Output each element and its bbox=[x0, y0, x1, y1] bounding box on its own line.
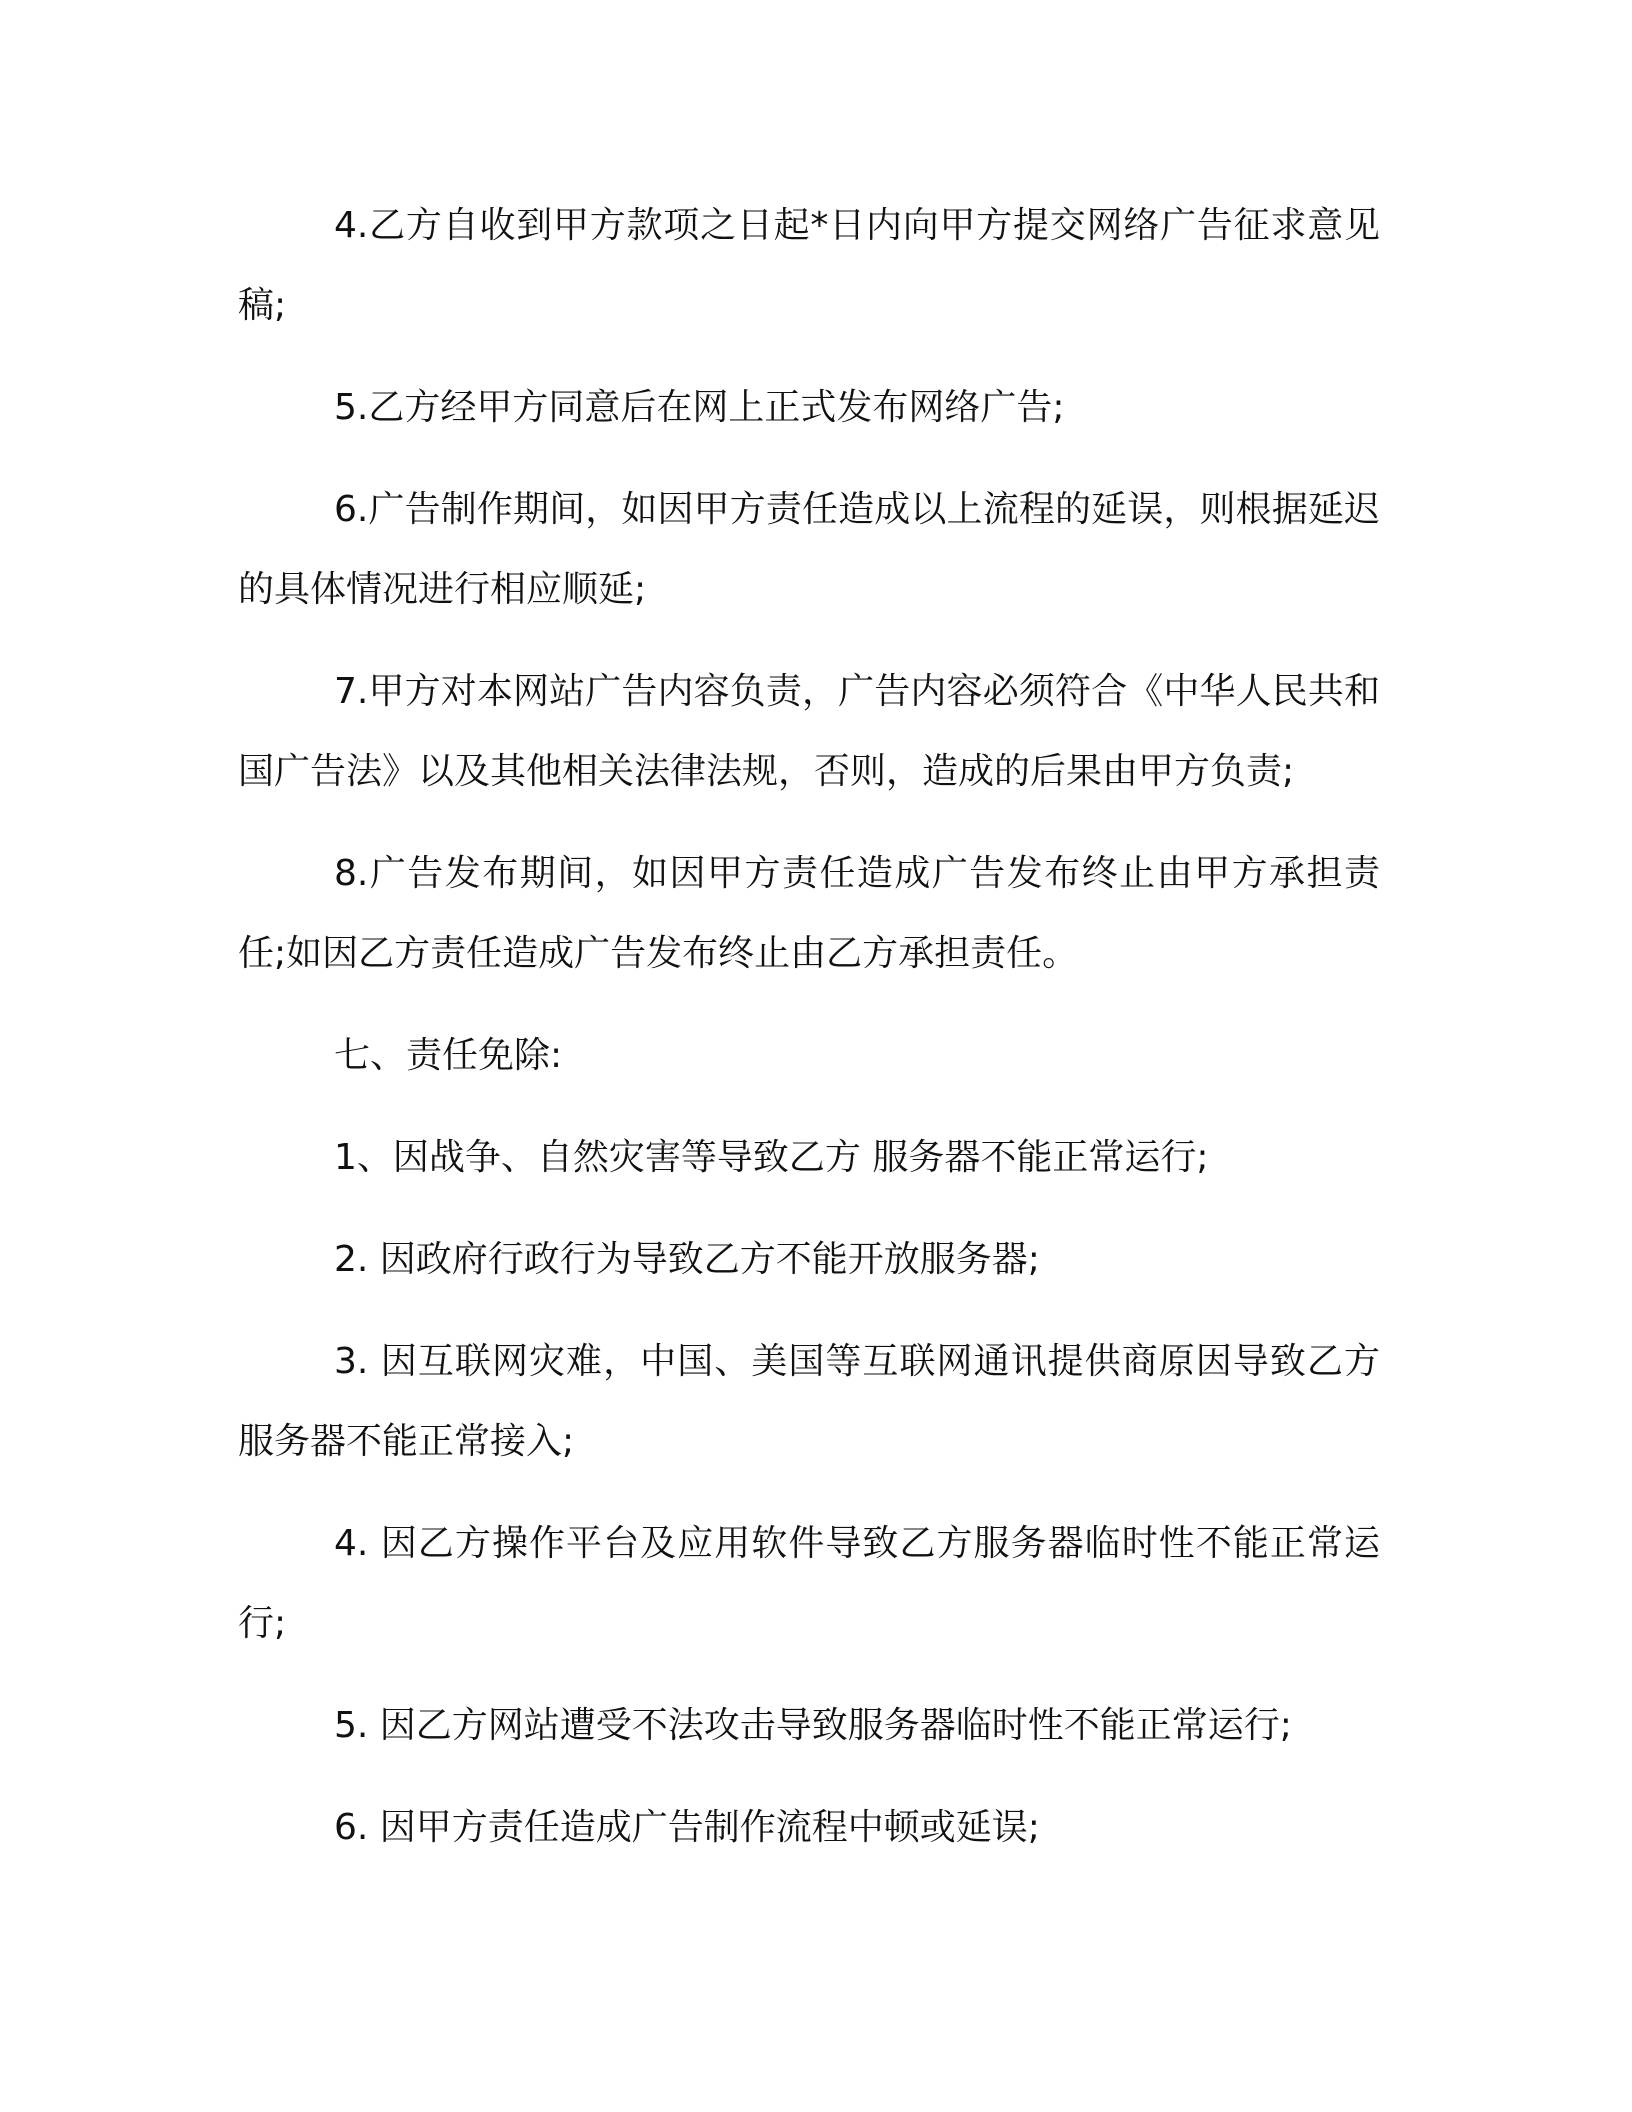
clause-4-draft-submission: 4.乙方自收到甲方款项之日起*日内向甲方提交网络广告征求意见稿; bbox=[238, 205, 1380, 326]
section-heading-liability-exemption: 七、责任免除: bbox=[334, 1035, 563, 1076]
clause-6-delay: 6.广告制作期间，如因甲方责任造成以上流程的延误，则根据延迟的具体情况进行相应顺延; bbox=[238, 489, 1380, 610]
clause-7-content-responsibility: 7.甲方对本网站广告内容负责，广告内容必须符合《中华人民共和国广告法》以及其他相关法律法规，否则，造成的后果由甲方负责; bbox=[238, 671, 1380, 792]
exemption-item-5: 5. 因乙方网站遭受不法攻击导致服务器临时性不能正常运行; bbox=[334, 1705, 1292, 1746]
exemption-item-2: 2. 因政府行政行为导致乙方不能开放服务器; bbox=[334, 1239, 1040, 1280]
document-body bbox=[238, 186, 1380, 1890]
exemption-item-1: 1、因战争、自然灾害等导致乙方 服务器不能正常运行; bbox=[334, 1137, 1209, 1178]
exemption-item-3: 3. 因互联网灾难，中国、美国等互联网通讯提供商原因导致乙方服务器不能正常接入; bbox=[238, 1341, 1380, 1462]
exemption-item-6: 6. 因甲方责任造成广告制作流程中顿或延误; bbox=[334, 1807, 1040, 1848]
exemption-item-4: 4. 因乙方操作平台及应用软件导致乙方服务器临时性不能正常运行; bbox=[238, 1523, 1380, 1644]
clause-5-publish: 5.乙方经甲方同意后在网上正式发布网络广告; bbox=[334, 387, 1065, 428]
clause-8-termination: 8.广告发布期间，如因甲方责任造成广告发布终止由甲方承担责任;如因乙方责任造成广告发布终止由乙方承担责任。 bbox=[238, 853, 1380, 974]
